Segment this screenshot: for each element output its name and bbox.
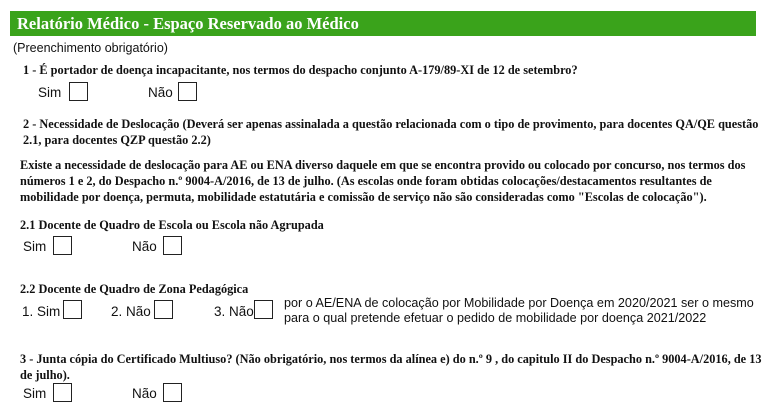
q2-intro-line-2: 2.1, para docentes QZP questão 2.2) [23, 133, 211, 147]
s21-no-label: Não [132, 239, 157, 254]
question-2-intro [23, 116, 758, 148]
q3-yes-checkbox[interactable] [53, 383, 72, 402]
s22-opt3-checkbox[interactable] [254, 300, 273, 319]
q2-intro-line-1: 2 - Necessidade de Deslocação (Deverá ser apenas assinalada a questão relacionada com o tipo de provimento, para docentes QA/QE questão [23, 117, 759, 131]
s22-opt1-label: 1. Sim [22, 304, 61, 319]
s22-opt3-desc-line-2: para o qual pretende efetuar o pedido de mobilidade por doença 2021/2022 [284, 311, 707, 325]
q1-no-checkbox[interactable] [178, 82, 197, 101]
q3-no-label: Não [132, 386, 157, 401]
s21-yes-checkbox[interactable] [53, 236, 72, 255]
q1-yes-checkbox[interactable] [69, 82, 88, 101]
q3-text-line-1: 3 - Junta cópia do Certificado Multiuso? (Não obrigatório, nos termos da alínea e) do n.º 9 , do capitulo II do Despacho n.º 9004-A/2016, de 13 [20, 352, 762, 366]
s22-opt2-checkbox[interactable] [154, 300, 173, 319]
q3-text-line-2: de julho). [20, 368, 70, 382]
s22-opt1-checkbox[interactable] [63, 300, 82, 319]
question-1-text: 1 - É portador de doença incapacitante, nos termos do despacho conjunto A-179/89-XI de 12 de setembro? [23, 63, 578, 77]
q2-desc-line-3: mobilidade por doença, permuta, mobilidade estatutária e comissão de serviço não são consideradas como "Escolas de colocação"). [20, 190, 707, 204]
q1-no-label: Não [148, 85, 173, 100]
s21-yes-label: Sim [23, 239, 47, 254]
q3-no-checkbox[interactable] [163, 383, 182, 402]
required-note: (Preenchimento obrigatório) [13, 41, 168, 55]
s22-opt3-label: 3. Não [214, 304, 254, 319]
s22-opt2-label: 2. Não [111, 304, 151, 319]
question-3-text [20, 351, 762, 383]
s21-no-checkbox[interactable] [163, 236, 182, 255]
s22-opt3-desc-line-1: por o AE/ENA de colocação por Mobilidade por Doença em 2020/2021 ser o mesmo [284, 296, 754, 310]
section-2-1-title: 2.1 Docente de Quadro de Escola ou Escola não Agrupada [20, 218, 324, 232]
q2-desc-line-1: Existe a necessidade de deslocação para AE ou ENA diverso daquele em que se encontra provido ou colocado por concurso, nos termos dos [20, 158, 746, 172]
section-2-2-title: 2.2 Docente de Quadro de Zona Pedagógica [20, 282, 249, 296]
question-2-description [20, 157, 745, 205]
s22-opt3-description [284, 296, 754, 326]
section-header: Relatório Médico - Espaço Reservado ao Médico [10, 11, 756, 36]
q3-yes-label: Sim [23, 386, 47, 401]
q1-yes-label: Sim [38, 85, 62, 100]
q2-desc-line-2: números 1 e 2, do Despacho n.º 9004-A/2016, de 13 de julho. (As escolas onde foram obtidas colocações/destacamentos resultantes de [20, 174, 712, 188]
